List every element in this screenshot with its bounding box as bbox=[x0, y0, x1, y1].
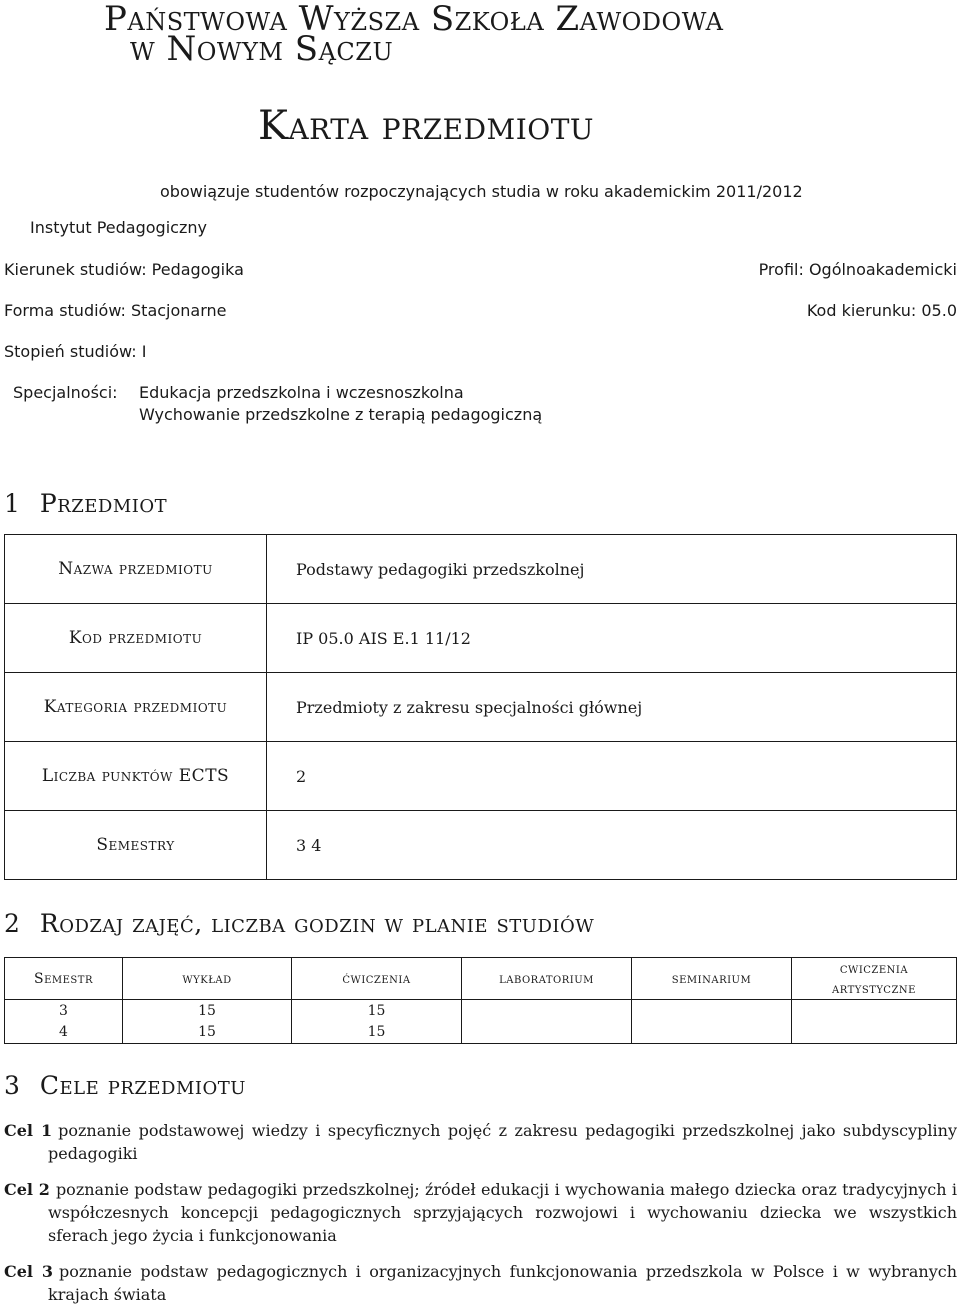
table-cell bbox=[462, 1000, 632, 1044]
column-header bbox=[792, 958, 957, 1000]
section-number: 1 bbox=[4, 489, 20, 518]
section-heading-goals bbox=[4, 1072, 246, 1100]
table-label-cell: Kod przedmiotu bbox=[5, 604, 267, 673]
section-number: 2 bbox=[4, 909, 20, 938]
table-value-cell: 2 bbox=[267, 742, 957, 811]
table-value-cell: 3 4 bbox=[267, 811, 957, 880]
table-label-cell: Liczba punktów ECTS bbox=[5, 742, 267, 811]
table-cell: 15 bbox=[292, 1000, 462, 1022]
goal-text: poznanie podstawowej wiedzy i specyficznych pojęć z zakresu pedagogiki przedszkolnej jako subdyscypliny pedagogiki bbox=[48, 1121, 957, 1163]
document-subtitle: obowiązuje studentów rozpoczynających studia w roku akademickim 2011/2012 bbox=[160, 182, 803, 201]
column-header-line: artystyczne bbox=[832, 980, 916, 997]
table-cell: 15 bbox=[123, 1000, 292, 1022]
specialization-item: Edukacja przedszkolna i wczesnoszkolna bbox=[139, 383, 464, 402]
field-of-study: Kierunek studiów: Pedagogika bbox=[4, 260, 244, 279]
goal-item bbox=[4, 1178, 957, 1247]
field-code: Kod kierunku: 05.0 bbox=[806, 301, 957, 320]
table-cell bbox=[632, 1000, 792, 1044]
goal-tag: Cel 1 bbox=[4, 1121, 53, 1140]
section-title: Rodzaj zajęć, liczba godzin w planie studiów bbox=[39, 909, 595, 938]
university-name-line1: Państwowa Wyższa Szkoła Zawodowa bbox=[104, 0, 724, 39]
table-row bbox=[5, 604, 957, 673]
column-header: wykład bbox=[123, 958, 292, 1000]
table-label-cell: Nazwa przedmiotu bbox=[5, 535, 267, 604]
study-level: Stopień studiów: I bbox=[4, 342, 147, 361]
goal-item bbox=[4, 1119, 957, 1165]
subject-info-table bbox=[4, 534, 957, 880]
column-header: ćwiczenia bbox=[292, 958, 462, 1000]
goal-tag: Cel 2 bbox=[4, 1180, 50, 1199]
table-row bbox=[5, 811, 957, 880]
table-header-row bbox=[5, 958, 957, 1000]
table-cell: 3 bbox=[5, 1000, 123, 1022]
table-label-cell: Semestry bbox=[5, 811, 267, 880]
table-value-cell: Przedmioty z zakresu specjalności głównej bbox=[267, 673, 957, 742]
table-row bbox=[5, 535, 957, 604]
goal-text: poznanie podstaw pedagogicznych i organizacyjnych funkcjonowania przedszkola w Polsce i w wybranych krajach świata bbox=[48, 1262, 957, 1304]
table-row bbox=[5, 673, 957, 742]
table-value-cell: IP 05.0 AIS E.1 11/12 bbox=[267, 604, 957, 673]
profile: Profil: Ogólnoakademicki bbox=[758, 260, 957, 279]
section-title: Przedmiot bbox=[39, 489, 168, 518]
institute-name: Instytut Pedagogiczny bbox=[30, 218, 207, 237]
column-header-line: cwiczenia bbox=[839, 960, 909, 977]
column-header: laboratorium bbox=[462, 958, 632, 1000]
specialization-item: Wychowanie przedszkolne z terapią pedagogiczną bbox=[139, 405, 543, 424]
table-label-cell: Kategoria przedmiotu bbox=[5, 673, 267, 742]
column-header: seminarium bbox=[632, 958, 792, 1000]
table-row bbox=[5, 1000, 957, 1022]
specializations-label: Specjalności: bbox=[13, 383, 118, 402]
university-name-line2: w Nowym Sączu bbox=[130, 29, 394, 69]
section-title: Cele przedmiotu bbox=[39, 1071, 246, 1100]
table-cell bbox=[792, 1000, 957, 1044]
table-cell: 4 bbox=[5, 1022, 123, 1044]
table-cell: 15 bbox=[292, 1022, 462, 1044]
section-number: 3 bbox=[4, 1071, 20, 1100]
section-heading-class-types bbox=[4, 910, 594, 938]
goal-text: poznanie podstaw pedagogiki przedszkolnej; źródeł edukacji i wychowania małego dziecka oraz tradycyjnych i współczesnych koncepcji pedagogicznych sprzyjających rozwojowi i wychowaniu dziecka we wszystkich sferach jego życia i funkcjonowania bbox=[48, 1180, 957, 1245]
study-form: Forma studiów: Stacjonarne bbox=[4, 301, 227, 320]
table-cell: 15 bbox=[123, 1022, 292, 1044]
column-header: Semestr bbox=[5, 958, 123, 1000]
goal-item bbox=[4, 1260, 957, 1306]
goal-tag: Cel 3 bbox=[4, 1262, 53, 1281]
hours-table bbox=[4, 957, 957, 1044]
section-heading-subject bbox=[4, 490, 167, 518]
table-row bbox=[5, 742, 957, 811]
document-title: Karta przedmiotu bbox=[258, 103, 594, 149]
table-value-cell: Podstawy pedagogiki przedszkolnej bbox=[267, 535, 957, 604]
